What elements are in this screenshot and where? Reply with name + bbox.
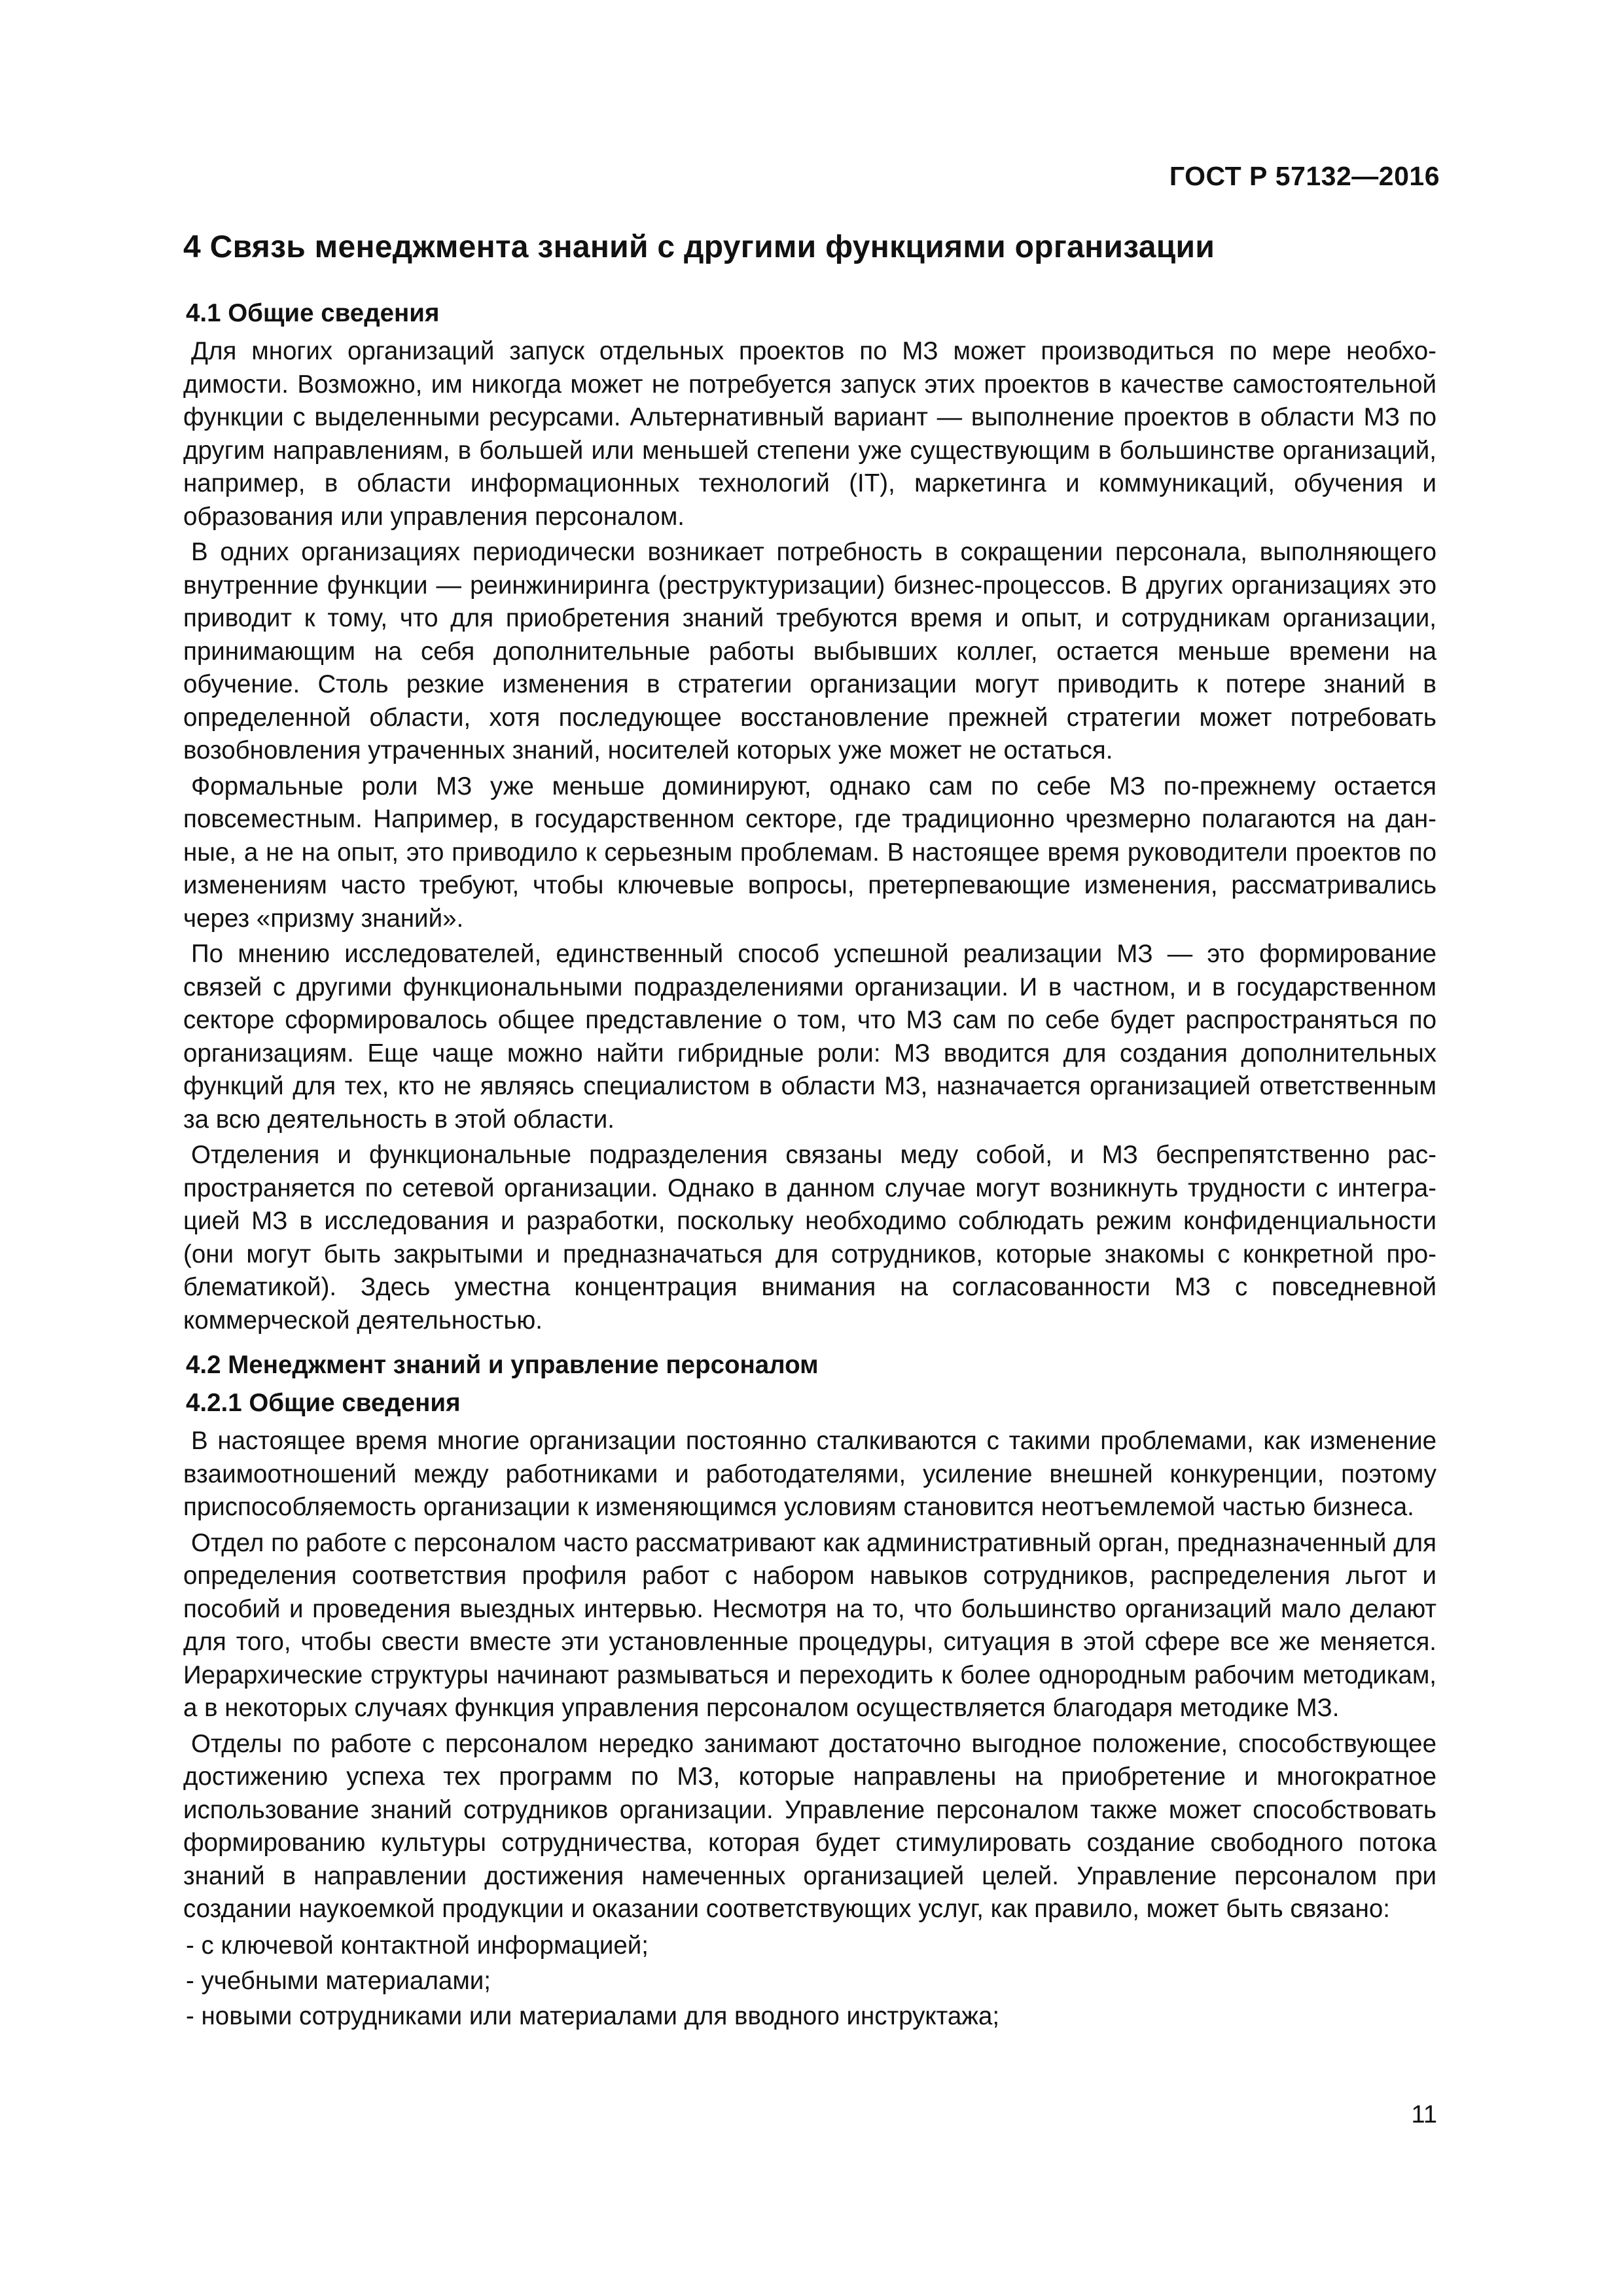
paragraph: Отделения и функциональные подразделения связаны меду собой, и МЗ беспрепятственно распространяется по сетевой организации. Однако в данном случае могут возникнуть трудности с интеграцией МЗ в исследования и разработки, поскольку необходимо соблюдать режим конфиденциальности (они могут быть закрытыми и предназначаться для сотрудников, которые знакомы с конкретной проблематикой). Здесь уместна концентрация внимания на согласованности МЗ с повседневной коммерческой деятельностью. (183, 1141, 1436, 1335)
list-item: - новыми сотрудниками или материалами для вводного инструктажа; (186, 2001, 1000, 2030)
paragraph: В одних организациях периодически возникает потребность в сокращении персонала, выполняющего внутренние функции — реинжиниринга (реструктуризации) бизнес-процессов. В других организациях это приводит к тому, что для приобретения знаний требуются время и опыт, и сотрудникам организации, принимающим на себя дополнительные работы выбывших коллег, остается меньше времени на обучение. Столь резкие изменения в стратегии организации могут приводить к потере знаний в определенной области, хотя последующее восстановление прежней стратегии может потребовать возобновления утраченных знаний, носителей которых уже может не остаться. (183, 538, 1436, 764)
page-number: 11 (1411, 2101, 1437, 2128)
paragraph: Отделы по работе с персоналом нередко занимают достаточно выгодное положение, способствующее достижению успеха тех программ по МЗ, которые направлены на приобретение и многократное использование знаний сотрудников организации. Управление персоналом также может способствовать формированию культуры сотрудничества, которая будет стимулировать создание свободного потока знаний в направлении достижения намеченных организацией целей. Управление персоналом при создании наукоемкой продукции и оказании соответствующих услуг, как правило, может быть связано: (183, 1729, 1436, 1923)
document-body (183, 228, 1436, 2035)
subsection-title-4-2-1: 4.2.1 Общие сведения (186, 1389, 461, 1417)
paragraph: В настоящее время многие организации постоянно сталкиваются с такими проблемами, как изменение взаимоотношений между работниками и работодателями, усиление внешней конкуренции, поэтому приспособляемость организации к изменяющимся условиям становится неотъемлемой частью бизнеса. (183, 1427, 1436, 1521)
document-code: ГОСТ Р 57132—2016 (1169, 161, 1440, 191)
subsection-title-4-1: 4.1 Общие сведения (186, 299, 440, 327)
paragraph: По мнению исследователей, единственный способ успешной реализации МЗ — это формирование связей с другими функциональными подразделениями организации. И в частном, и в государственном секторе сформировалось общее представление о том, что МЗ сам по себе будет распространяться по организациям. Еще чаще можно найти гибридные роли: МЗ вводится для создания дополнительных функций для тех, кто не являясь специалистом в области МЗ, назначается организацией ответственным за всю деятельность в этой области. (183, 940, 1436, 1134)
paragraph: Для многих организаций запуск отдельных проектов по МЗ может производиться по мере необходимости. Возможно, им никогда может не потребуется запуск этих проектов в качестве самостоятельной функции с выделенными ресурсами. Альтернативный вариант — выполнение проектов в области МЗ по другим направлениям, в большей или меньшей степени уже существующим в большинстве организаций, например, в области информационных технологий (IT), маркетинга и коммуникаций, обучения и образования или управления персоналом. (183, 337, 1436, 531)
subsection-title-4-2: 4.2 Менеджмент знаний и управление персоналом (186, 1351, 819, 1379)
list-item: - с ключевой контактной информацией; (186, 1931, 649, 1960)
list-item: - учебными материалами; (186, 1966, 491, 1995)
paragraph: Отдел по работе с персоналом часто рассматривают как административный орган, предназначенный для определения соответствия профиля работ с набором навыков сотрудников, распределения льгот и пособий и проведения выездных интервью. Несмотря на то, что большинство организаций мало делают для того, чтобы свести вместе эти установленные процедуры, ситуация в этой сфере все же меняется. Иерархические структуры начинают размываться и переходить к более однородным рабочим методикам, а в некоторых случаях функция управления персоналом осуществляется благодаря методике МЗ. (183, 1528, 1436, 1722)
section-title: 4 Связь менеджмента знаний с другими функциями организации (183, 230, 1215, 264)
bullet-list (183, 1929, 1436, 2034)
paragraph: Формальные роли МЗ уже меньше доминируют, однако сам по себе МЗ по-прежнему остается повсеместным. Например, в государственном секторе, где традиционно чрезмерно полагаются на данные, а не на опыт, это приводило к серьезным проблемам. В настоящее время руководители проектов по изменениям часто требуют, чтобы ключевые вопросы, претерпевающие изменения, рассматривались через «призму знаний». (183, 772, 1436, 933)
